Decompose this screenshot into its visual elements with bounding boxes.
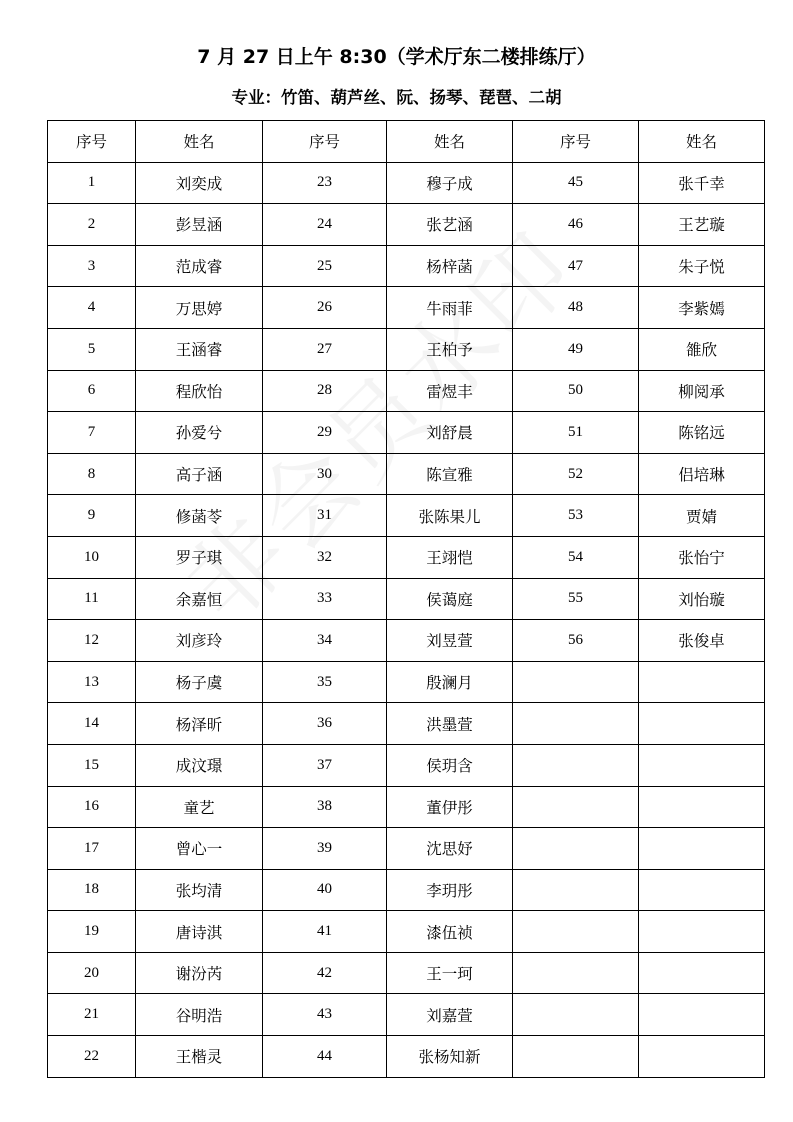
name-cell: 漆伍祯 bbox=[387, 911, 513, 953]
seq-cell bbox=[513, 744, 639, 786]
seq-cell: 25 bbox=[263, 245, 387, 287]
seq-cell: 45 bbox=[513, 162, 639, 204]
table-row bbox=[48, 204, 765, 246]
seq-cell: 19 bbox=[48, 911, 136, 953]
seq-cell: 21 bbox=[48, 994, 136, 1036]
name-cell bbox=[639, 703, 765, 745]
name-cell: 修菡苓 bbox=[136, 495, 263, 537]
seq-cell: 39 bbox=[263, 828, 387, 870]
seq-cell: 1 bbox=[48, 162, 136, 204]
header-name-0: 姓名 bbox=[136, 121, 263, 163]
table-row bbox=[48, 578, 765, 620]
table-row bbox=[48, 287, 765, 329]
seq-cell bbox=[513, 828, 639, 870]
seq-cell bbox=[513, 869, 639, 911]
name-cell: 殷澜月 bbox=[387, 661, 513, 703]
seq-cell: 18 bbox=[48, 869, 136, 911]
seq-cell bbox=[513, 786, 639, 828]
seq-cell: 7 bbox=[48, 412, 136, 454]
table-row bbox=[48, 328, 765, 370]
header-seq-0: 序号 bbox=[48, 121, 136, 163]
name-cell bbox=[639, 952, 765, 994]
name-cell bbox=[639, 911, 765, 953]
name-cell: 杨泽昕 bbox=[136, 703, 263, 745]
seq-cell: 41 bbox=[263, 911, 387, 953]
name-cell: 罗子琪 bbox=[136, 536, 263, 578]
name-cell: 唐诗淇 bbox=[136, 911, 263, 953]
name-cell bbox=[639, 828, 765, 870]
name-cell: 程欣怡 bbox=[136, 370, 263, 412]
table-row bbox=[48, 828, 765, 870]
name-cell: 沈思妤 bbox=[387, 828, 513, 870]
seq-cell: 40 bbox=[263, 869, 387, 911]
seq-cell: 53 bbox=[513, 495, 639, 537]
seq-cell: 42 bbox=[263, 952, 387, 994]
seq-cell: 37 bbox=[263, 744, 387, 786]
seq-cell: 22 bbox=[48, 1036, 136, 1078]
name-cell: 王涵睿 bbox=[136, 328, 263, 370]
seq-cell: 4 bbox=[48, 287, 136, 329]
seq-cell: 46 bbox=[513, 204, 639, 246]
name-cell bbox=[639, 744, 765, 786]
name-cell: 张杨知新 bbox=[387, 1036, 513, 1078]
name-cell: 刘昱萱 bbox=[387, 620, 513, 662]
seq-cell: 14 bbox=[48, 703, 136, 745]
name-cell: 陈铭远 bbox=[639, 412, 765, 454]
name-cell bbox=[639, 786, 765, 828]
name-cell: 刘彦玲 bbox=[136, 620, 263, 662]
header-seq-2: 序号 bbox=[513, 121, 639, 163]
name-cell: 穆子成 bbox=[387, 162, 513, 204]
name-cell: 余嘉恒 bbox=[136, 578, 263, 620]
name-cell: 曾心一 bbox=[136, 828, 263, 870]
name-cell: 高子涵 bbox=[136, 453, 263, 495]
name-cell: 万思婷 bbox=[136, 287, 263, 329]
name-cell: 董伊彤 bbox=[387, 786, 513, 828]
name-cell: 王一珂 bbox=[387, 952, 513, 994]
name-cell: 张千幸 bbox=[639, 162, 765, 204]
table-row bbox=[48, 869, 765, 911]
seq-cell bbox=[513, 703, 639, 745]
seq-cell: 50 bbox=[513, 370, 639, 412]
name-cell: 王艺璇 bbox=[639, 204, 765, 246]
table-row bbox=[48, 1036, 765, 1078]
seq-cell: 29 bbox=[263, 412, 387, 454]
seq-cell: 8 bbox=[48, 453, 136, 495]
header-seq-1: 序号 bbox=[263, 121, 387, 163]
name-cell bbox=[639, 869, 765, 911]
seq-cell: 38 bbox=[263, 786, 387, 828]
seq-cell: 12 bbox=[48, 620, 136, 662]
seq-cell: 55 bbox=[513, 578, 639, 620]
table-row bbox=[48, 162, 765, 204]
name-cell: 杨子虞 bbox=[136, 661, 263, 703]
name-cell: 侯蔼庭 bbox=[387, 578, 513, 620]
seq-cell: 2 bbox=[48, 204, 136, 246]
seq-cell: 49 bbox=[513, 328, 639, 370]
name-cell: 张怡宁 bbox=[639, 536, 765, 578]
name-cell: 朱子悦 bbox=[639, 245, 765, 287]
table-row bbox=[48, 786, 765, 828]
table-row bbox=[48, 703, 765, 745]
seq-cell: 44 bbox=[263, 1036, 387, 1078]
name-cell: 张均清 bbox=[136, 869, 263, 911]
table-row bbox=[48, 370, 765, 412]
table-body bbox=[48, 162, 765, 1077]
seq-cell: 31 bbox=[263, 495, 387, 537]
name-cell: 刘怡璇 bbox=[639, 578, 765, 620]
name-cell: 侣培琳 bbox=[639, 453, 765, 495]
seq-cell: 36 bbox=[263, 703, 387, 745]
name-cell: 洪墨萱 bbox=[387, 703, 513, 745]
name-cell: 贾婧 bbox=[639, 495, 765, 537]
seq-cell: 56 bbox=[513, 620, 639, 662]
name-cell: 陈宣雅 bbox=[387, 453, 513, 495]
seq-cell: 54 bbox=[513, 536, 639, 578]
name-cell: 雷煜丰 bbox=[387, 370, 513, 412]
seq-cell bbox=[513, 661, 639, 703]
page-title: 7 月 27 日上午 8:30（学术厅东二楼排练厅） bbox=[197, 46, 596, 68]
seq-cell: 33 bbox=[263, 578, 387, 620]
roster-table bbox=[47, 120, 765, 1078]
seq-cell: 52 bbox=[513, 453, 639, 495]
name-cell: 侯玥含 bbox=[387, 744, 513, 786]
name-cell: 成汶璟 bbox=[136, 744, 263, 786]
seq-cell: 32 bbox=[263, 536, 387, 578]
page-subtitle: 专业：竹笛、葫芦丝、阮、扬琴、琵琶、二胡 bbox=[231, 88, 562, 107]
seq-cell: 30 bbox=[263, 453, 387, 495]
seq-cell: 20 bbox=[48, 952, 136, 994]
name-cell: 谢汾芮 bbox=[136, 952, 263, 994]
name-cell: 王柏予 bbox=[387, 328, 513, 370]
name-cell: 李紫嫣 bbox=[639, 287, 765, 329]
seq-cell: 6 bbox=[48, 370, 136, 412]
table-row bbox=[48, 495, 765, 537]
seq-cell: 43 bbox=[263, 994, 387, 1036]
seq-cell: 10 bbox=[48, 536, 136, 578]
name-cell: 张艺涵 bbox=[387, 204, 513, 246]
name-cell bbox=[639, 994, 765, 1036]
name-cell: 谷明浩 bbox=[136, 994, 263, 1036]
seq-cell: 15 bbox=[48, 744, 136, 786]
name-cell: 李玥彤 bbox=[387, 869, 513, 911]
seq-cell: 24 bbox=[263, 204, 387, 246]
seq-cell bbox=[513, 1036, 639, 1078]
seq-cell: 47 bbox=[513, 245, 639, 287]
table-row bbox=[48, 661, 765, 703]
table-row bbox=[48, 536, 765, 578]
table-row bbox=[48, 994, 765, 1036]
header-name-2: 姓名 bbox=[639, 121, 765, 163]
seq-cell: 16 bbox=[48, 786, 136, 828]
seq-cell: 26 bbox=[263, 287, 387, 329]
table-header-row bbox=[48, 121, 765, 163]
seq-cell: 23 bbox=[263, 162, 387, 204]
name-cell: 刘嘉萱 bbox=[387, 994, 513, 1036]
name-cell: 柳阅承 bbox=[639, 370, 765, 412]
table-row bbox=[48, 620, 765, 662]
table-row bbox=[48, 911, 765, 953]
name-cell: 张陈果儿 bbox=[387, 495, 513, 537]
seq-cell: 13 bbox=[48, 661, 136, 703]
seq-cell: 3 bbox=[48, 245, 136, 287]
seq-cell: 51 bbox=[513, 412, 639, 454]
seq-cell: 9 bbox=[48, 495, 136, 537]
name-cell bbox=[639, 1036, 765, 1078]
seq-cell: 48 bbox=[513, 287, 639, 329]
name-cell: 孙爱兮 bbox=[136, 412, 263, 454]
seq-cell: 17 bbox=[48, 828, 136, 870]
table-row bbox=[48, 744, 765, 786]
name-cell: 雒欣 bbox=[639, 328, 765, 370]
seq-cell: 27 bbox=[263, 328, 387, 370]
name-cell: 张俊卓 bbox=[639, 620, 765, 662]
seq-cell: 28 bbox=[263, 370, 387, 412]
seq-cell bbox=[513, 952, 639, 994]
header-name-1: 姓名 bbox=[387, 121, 513, 163]
table-row bbox=[48, 245, 765, 287]
table-row bbox=[48, 453, 765, 495]
seq-cell: 5 bbox=[48, 328, 136, 370]
name-cell: 彭昱涵 bbox=[136, 204, 263, 246]
name-cell: 刘奕成 bbox=[136, 162, 263, 204]
table-row bbox=[48, 952, 765, 994]
seq-cell: 34 bbox=[263, 620, 387, 662]
name-cell: 刘舒晨 bbox=[387, 412, 513, 454]
name-cell: 童艺 bbox=[136, 786, 263, 828]
seq-cell: 35 bbox=[263, 661, 387, 703]
name-cell: 范成睿 bbox=[136, 245, 263, 287]
seq-cell: 11 bbox=[48, 578, 136, 620]
table-row bbox=[48, 412, 765, 454]
seq-cell bbox=[513, 911, 639, 953]
name-cell: 王楷灵 bbox=[136, 1036, 263, 1078]
name-cell: 杨梓菡 bbox=[387, 245, 513, 287]
seq-cell bbox=[513, 994, 639, 1036]
name-cell: 王翊恺 bbox=[387, 536, 513, 578]
name-cell bbox=[639, 661, 765, 703]
name-cell: 牛雨菲 bbox=[387, 287, 513, 329]
